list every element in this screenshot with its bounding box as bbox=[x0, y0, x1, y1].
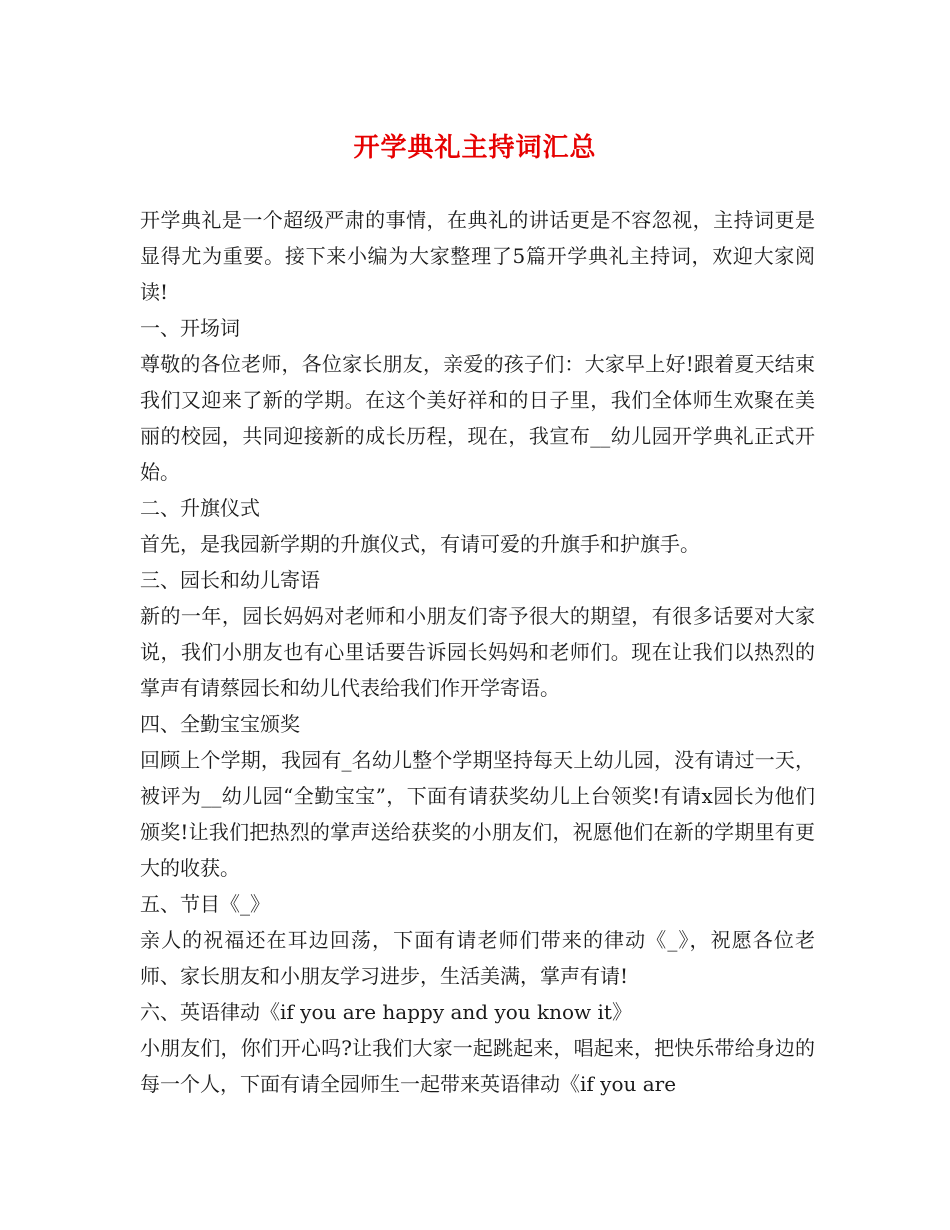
document-title: 开学典礼主持词汇总 bbox=[353, 133, 597, 163]
section-heading: 五、节目《_》 bbox=[140, 892, 270, 916]
document-body bbox=[140, 202, 815, 1102]
body-paragraph: 小朋友们，你们开心吗?让我们大家一起跳起来，唱起来，把快乐带给身边的每一个人，下面有请全园师生一起带来英语律动《if you are bbox=[140, 1036, 815, 1096]
section-heading: 二、升旗仪式 bbox=[140, 496, 260, 520]
section-heading: 六、英语律动《if you are happy and you know it》 bbox=[140, 1000, 632, 1024]
section-heading: 四、全勤宝宝颁奖 bbox=[140, 712, 300, 736]
intro-paragraph: 开学典礼是一个超级严肃的事情，在典礼的讲话更是不容忽视，主持词更是显得尤为重要。接下来小编为大家整理了5篇开学典礼主持词，欢迎大家阅读! bbox=[140, 208, 815, 304]
section-heading: 一、开场词 bbox=[140, 316, 240, 340]
body-paragraph: 首先，是我园新学期的升旗仪式，有请可爱的升旗手和护旗手。 bbox=[140, 532, 700, 556]
body-paragraph: 尊敬的各位老师，各位家长朋友，亲爱的孩子们：大家早上好!跟着夏天结束我们又迎来了新的学期。在这个美好祥和的日子里，我们全体师生欢聚在美丽的校园，共同迎接新的成长历程，现在，我宣布__幼儿园开学典礼正式开始。 bbox=[140, 352, 815, 484]
body-paragraph: 新的一年，园长妈妈对老师和小朋友们寄予很大的期望，有很多话要对大家说，我们小朋友也有心里话要告诉园长妈妈和老师们。现在让我们以热烈的掌声有请蔡园长和幼儿代表给我们作开学寄语。 bbox=[140, 604, 815, 700]
body-paragraph: 亲人的祝福还在耳边回荡，下面有请老师们带来的律动《_》，祝愿各位老师、家长朋友和小朋友学习进步，生活美满，掌声有请! bbox=[140, 928, 815, 988]
body-paragraph: 回顾上个学期，我园有_名幼儿整个学期坚持每天上幼儿园，没有请过一天，被评为__幼儿园“全勤宝宝”，下面有请获奖幼儿上台领奖!有请x园长为他们颁奖!让我们把热烈的掌声送给获奖的小朋友们，祝愿他们在新的学期里有更大的收获。 bbox=[140, 748, 815, 880]
section-heading: 三、园长和幼儿寄语 bbox=[140, 568, 320, 592]
